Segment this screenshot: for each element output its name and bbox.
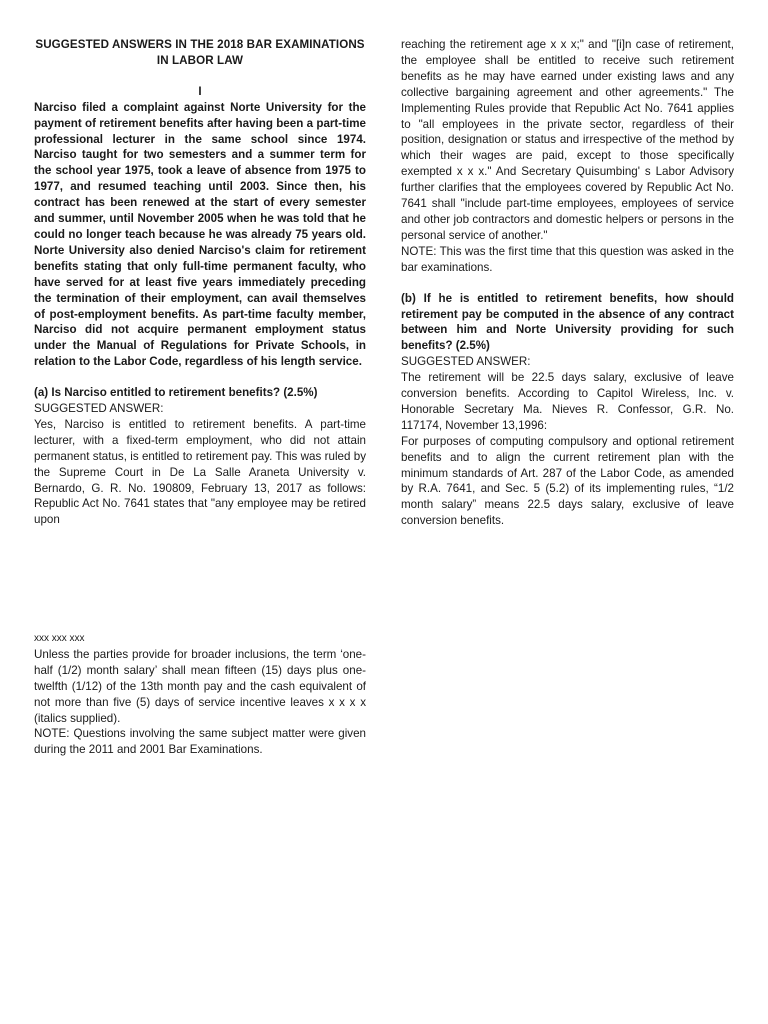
left-column-bottom xyxy=(34,631,366,758)
answer-b-part1: The retirement will be 22.5 days salary, exclusive of leave conversion benefits. According to Capitol Wireless, Inc. v. Honorable Secretary Ma. Nieves R. Confessor, G.R. No. 117174, November 13,1996: xyxy=(401,371,734,432)
document-title-line1: SUGGESTED ANSWERS IN THE 2018 BAR EXAMINATIONS xyxy=(35,38,365,51)
answer-b-part2: For purposes of computing compulsory and optional retirement benefits and to align the current retirement plan with the minimum standards of Art. 287 of the Labor Code, as amended by R.A. 7641, and Sec. 5 (5.2) of its implementing rules, “1/2 month salary” means 22.5 days salary, exclusive of leave conversion benefits. xyxy=(401,434,734,528)
answer-label-b: SUGGESTED ANSWER: xyxy=(401,355,531,369)
question-b: (b) If he is entitled to retirement benefits, how should retirement pay be computed in the absence of any contract between him and Norte University providing for such benefits? (2.5%) xyxy=(401,291,734,353)
note-a: NOTE: Questions involving the same subject matter were given during the 2011 and 2001 Bar Examinations. xyxy=(34,727,366,757)
question-a: (a) Is Narciso entitled to retirement benefits? (2.5%) xyxy=(34,386,318,400)
note-b-first-time: NOTE: This was the first time that this question was asked in the bar examinations. xyxy=(401,244,734,274)
answer-a-continued: reaching the retirement age x x x;" and "[i]n case of retirement, the employee shall be entitled to receive such retirement benefits as he may have earned under existing laws and any collective bargaining agreement and other agreements." The Implementing Rules provide that Republic Act No. 7641 applies to "all employees in the private sector, regardless of their position, designation or status and irrespective of the method by which their wages are paid, except to those specifically exempted x x x." And Secretary Quisumbing' s Labor Advisory further clarifies that the employees covered by Republic Act No. 7641 shall "include part-time employees, employees of service and other job contractors and domestic helpers or persons in the personal service of another." xyxy=(401,38,734,242)
answer-a-part1: Yes, Narciso is entitled to retirement benefits. A part-time lecturer, with a fixed-term employment, who did not attain permanent status, is entitled to retirement pay. This was ruled by the Supreme Court in De La Salle Araneta University v. Bernardo, G. R. No. 190809, February 13, 2017 as follows: Republic Act No. 7641 states that "any employee may be retired upon xyxy=(34,417,366,527)
document-title-line2: IN LABOR LAW xyxy=(156,53,244,67)
left-column-top xyxy=(34,37,366,528)
ellipsis-marker: xxx xxx xxx xyxy=(34,633,85,644)
section-number: I xyxy=(198,84,202,98)
answer-label-a: SUGGESTED ANSWER: xyxy=(34,402,164,416)
answer-a-part2: Unless the parties provide for broader inclusions, the term ‘one-half (1/2) month salary’ shall mean fifteen (15) days plus one-twelfth (1/12) of the 13th month pay and the cash equivalent of not more than five (5) days of service incentive leaves x x x x (italics supplied). xyxy=(34,647,366,725)
right-column xyxy=(401,37,734,529)
question-facts: Narciso filed a complaint against Norte University for the payment of retirement benefits after having been a part-time professional lecturer in the same school since 1974. Narciso taught for two semesters and a summer term for the school year 1975, took a leave of absence from 1975 to 1977, and resumed teaching until 2003. Since then, his contract has been renewed at the start of every semester and summer, until November 2005 when he was told that he could no longer teach because he was already 75 years old. Norte University also denied Narciso's claim for retirement benefits stating that only full-time permanent faculty, who have served for at least five years immediately preceding the termination of their employment, can avail themselves of post-employment benefits. As part-time faculty member, Narciso did not acquire permanent employment status under the Manual of Regulations for Private Schools, in relation to the Labor Code, regardless of his length service. xyxy=(34,100,366,369)
